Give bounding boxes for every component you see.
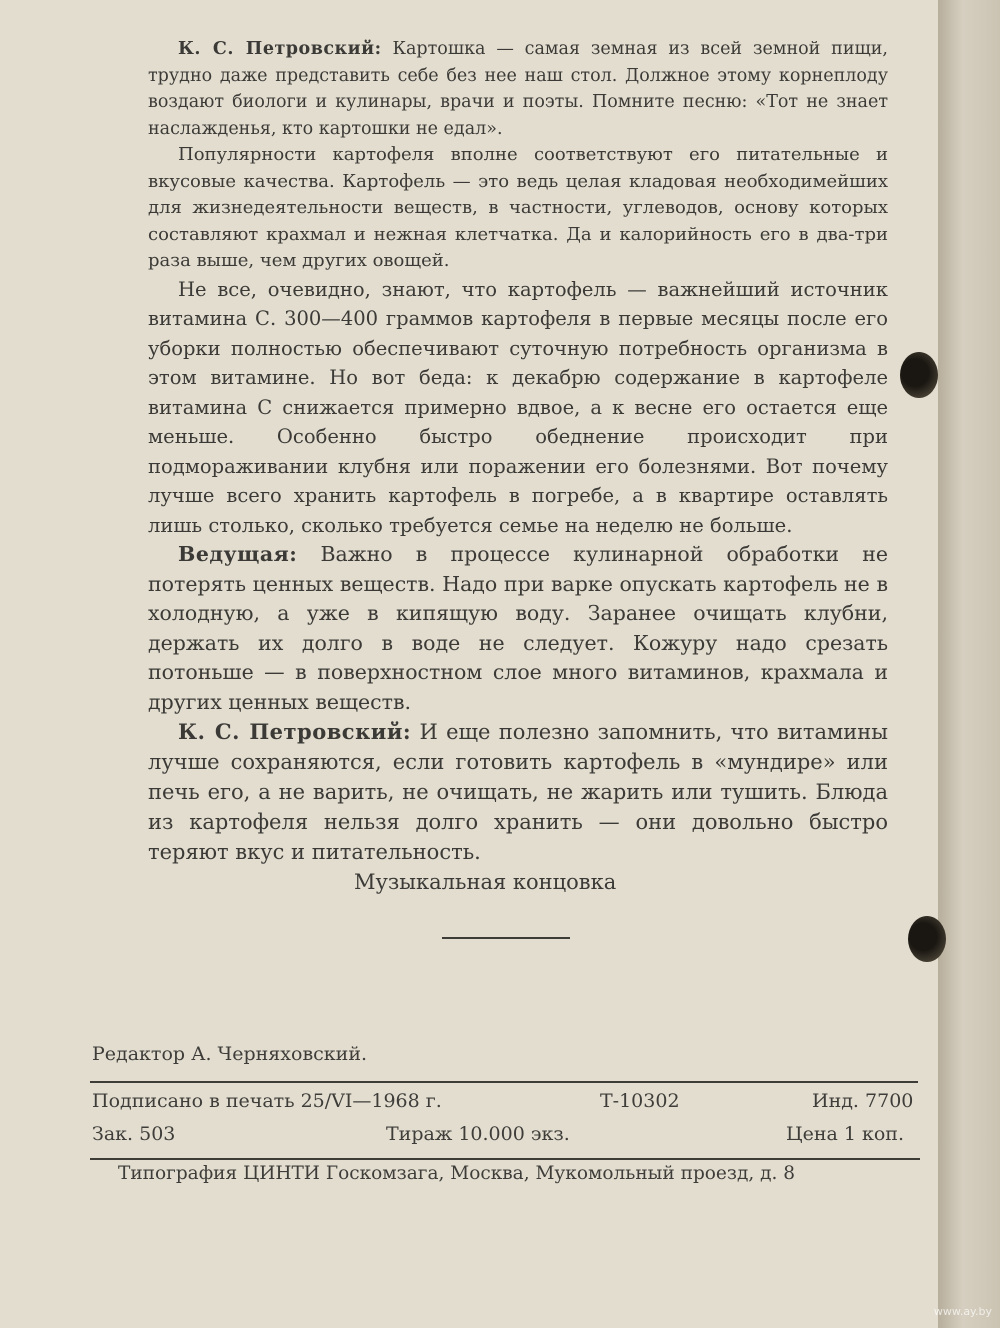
paragraph-text: Важно в процессе кулинарной обработки не потерять ценных веществ. Надо при варке опускать картофель не в холодную, а уже в кипящую воду. Заранее очищать клубни, держать их долго в воде не следует. Кожуру надо срезать потоньше — в поверхностном слое много витаминов, крахмала и других ценных веществ. [148,542,888,714]
musical-ending: Музыкальная концовка [354,870,617,894]
punch-hole [900,352,938,398]
order-number: Зак. 503 [92,1123,176,1145]
paragraph-text: Картошка — самая земная из всей земной пищи, трудно даже представить себе без нее наш стол. Должное этому корнеплоду воздают биологи и кулинары, врачи и поэты. Помните песню: «Тот не знает наслажденья, кто картошки не едал». [148,39,888,139]
main-text [148,36,888,867]
imprint-bottom-rule [90,1158,920,1160]
paragraph-text: Популярности картофеля вполне соответствуют его питательные и вкусовые качества. Картофель — это ведь целая кладовая необходимейших для жизнедеятельности веществ, в частности, углеводов, основу которых составляют крахмал и нежная клетчатка. Да и калорийность его в два-три раза выше, чем других овощей. [148,144,888,271]
paragraph-2 [148,142,888,275]
paragraph-1 [148,36,888,142]
price: Цена 1 коп. [786,1123,904,1145]
print-run: Тираж 10.000 экз. [386,1123,570,1145]
paragraph-5 [148,717,888,867]
paragraph-text: Не все, очевидно, знают, что картофель — важнейший источник витамина С. 300—400 граммов картофеля в первые месяцы после его уборки полностью обеспечивают суточную потребность организма в этом витамине. Но вот беда: к декабрю содержание в картофеле витамина С снижается примерно вдвое, а к весне его остается еще меньше. Особенно быстро обеднение происходит при подмораживании клубня или поражении его болезнями. Вот почему лучше всего хранить картофель в погребе, а в квартире оставлять лишь столько, сколько требуется семье на неделю не больше. [148,277,888,537]
ending-divider [442,937,570,939]
editor-line: Редактор А. Черняховский. [92,1043,368,1065]
publication-code: Т-10302 [600,1090,680,1112]
paragraph-text: И еще полезно запомнить, что витамины лучше сохраняются, если готовить картофель в «мундире» или печь его, а не варить, не очищать, не жарить или тушить. Блюда из картофеля нельзя долго хранить — они довольно быстро теряют вкус и питательность. [148,720,889,864]
watermark: www.ay.by [933,1305,992,1318]
imprint-top-rule [90,1081,918,1083]
page-stack-edge [938,0,1000,1328]
paragraph-4 [148,540,888,717]
paragraph-3 [148,275,888,541]
speaker-label: Ведущая: [178,542,298,566]
speaker-label: К. С. Петровский: [178,39,382,59]
punch-hole [908,916,946,962]
signed-line: Подписано в печать 25/VI—1968 г. [92,1090,442,1112]
speaker-label: К. С. Петровский: [178,719,412,744]
printer-line: Типография ЦИНТИ Госкомзага, Москва, Мукомольный проезд, д. 8 [118,1163,796,1184]
index-number: Инд. 7700 [812,1090,914,1112]
